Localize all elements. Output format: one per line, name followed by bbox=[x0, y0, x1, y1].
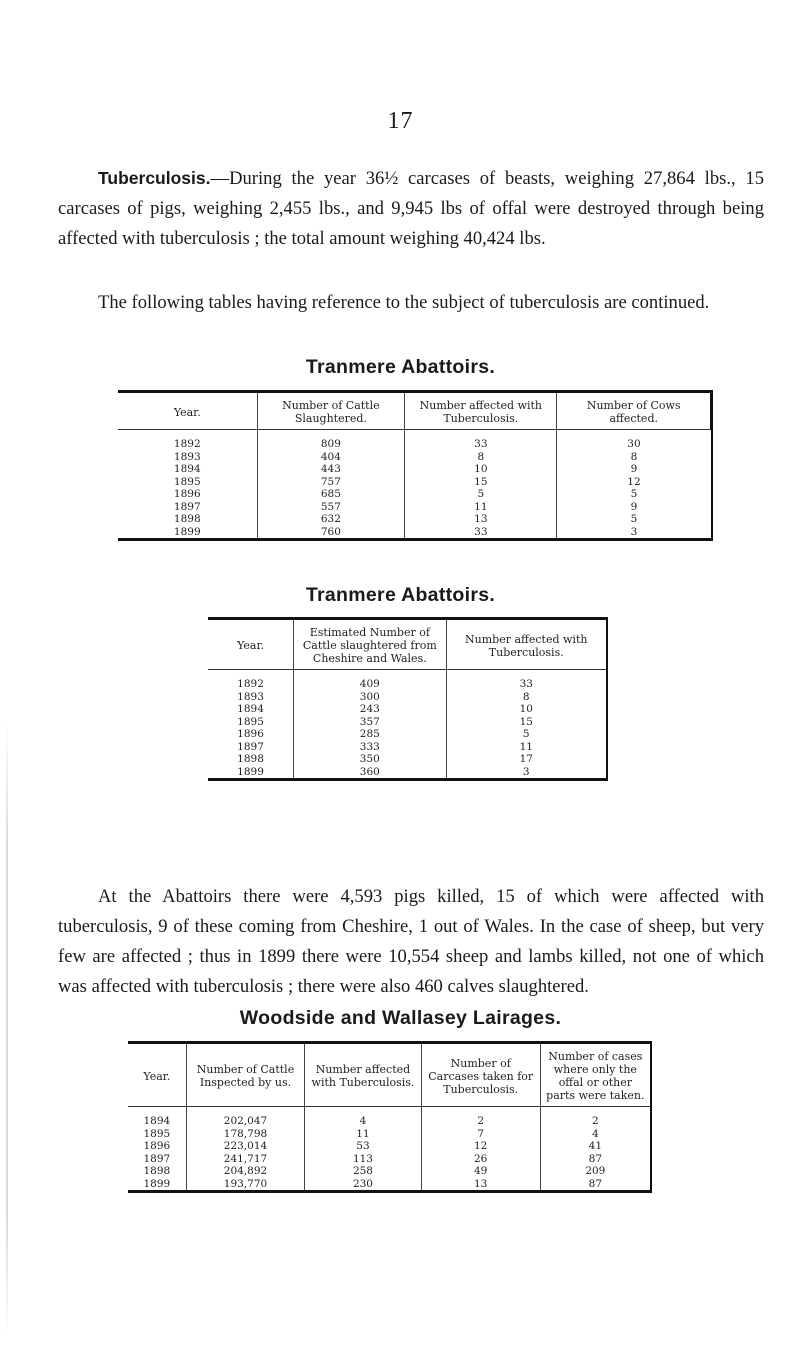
table-cell: 1899 bbox=[128, 1178, 186, 1192]
tranmere-cheshire-wales-table bbox=[208, 617, 608, 781]
table-row bbox=[128, 1140, 651, 1153]
column-header: Year. bbox=[208, 619, 294, 670]
table3-title: Woodside and Wallasey Lairages. bbox=[239, 1007, 562, 1029]
table-cell: 13 bbox=[405, 513, 557, 526]
column-header: Number affected with Tuberculosis. bbox=[405, 392, 557, 430]
paragraph-body: —During the year 36½ carcases of beasts, weighing 27,864 lbs., 15 carcases of pigs, weighing 2,455 lbs., and 9,945 lbs of offal were destroyed through being affected with tuberculosis ; the total amount weighing 40,424 lbs. bbox=[58, 168, 764, 249]
table-cell: 204,892 bbox=[186, 1165, 304, 1178]
table-cell: 300 bbox=[294, 691, 446, 704]
table-cell: 809 bbox=[257, 430, 405, 451]
table-cell: 178,798 bbox=[186, 1128, 304, 1141]
table-cell: 1895 bbox=[237, 715, 264, 728]
column-header: Year. bbox=[118, 392, 257, 430]
table-body bbox=[128, 1107, 651, 1192]
table-row bbox=[118, 513, 712, 526]
table-row bbox=[208, 703, 607, 716]
table-cell: 1894 bbox=[143, 1115, 171, 1127]
table-row bbox=[118, 488, 712, 501]
page-number: 17 bbox=[387, 108, 414, 134]
table-cell: 443 bbox=[257, 463, 405, 476]
table-cell: 10 bbox=[405, 463, 557, 476]
table-cell: 17 bbox=[446, 753, 607, 766]
table-cell: 87 bbox=[540, 1178, 651, 1192]
table-cell: 4 bbox=[540, 1128, 651, 1141]
table-header-row bbox=[128, 1043, 651, 1107]
table-row bbox=[208, 753, 607, 766]
table-cell: 241,717 bbox=[186, 1153, 304, 1166]
table-cell: 33 bbox=[446, 670, 607, 691]
table-cell: 8 bbox=[557, 451, 712, 464]
table-cell: 1896 bbox=[173, 488, 201, 500]
table-cell: 53 bbox=[305, 1140, 422, 1153]
table-cell: 1898 bbox=[173, 513, 201, 525]
table-cell: 9 bbox=[557, 501, 712, 514]
table-cell: 360 bbox=[294, 766, 446, 780]
table-cell: 8 bbox=[446, 691, 607, 704]
table-row bbox=[208, 728, 607, 741]
table-cell: 5 bbox=[557, 513, 712, 526]
column-header: Year. bbox=[128, 1043, 186, 1107]
page-edge-shadow bbox=[6, 720, 8, 1340]
table-cell: 243 bbox=[294, 703, 446, 716]
table-cell: 404 bbox=[257, 451, 405, 464]
table-row bbox=[128, 1107, 651, 1128]
table-cell: 1895 bbox=[143, 1127, 171, 1140]
table-cell: 557 bbox=[257, 501, 405, 514]
table-cell: 26 bbox=[421, 1153, 540, 1166]
table-cell: 409 bbox=[294, 670, 446, 691]
table-cell: 1898 bbox=[143, 1165, 171, 1177]
table-cell: 258 bbox=[305, 1165, 422, 1178]
table-cell: 5 bbox=[446, 728, 607, 741]
table-cell: 1896 bbox=[143, 1140, 171, 1152]
table-cell: 1896 bbox=[237, 728, 264, 740]
table-row bbox=[208, 766, 607, 780]
table-cell: 1892 bbox=[237, 678, 264, 690]
paragraph-body: At the Abattoirs there were 4,593 pigs killed, 15 of which were affected with tuberculosis, 9 of these coming from Cheshire, 1 out of Wales. In the case of sheep, but very few are affected ; thus in 1899 there were 10,554 sheep and lambs killed, not one of which was affected with tuberculosis ; there were also 460 calves slaughtered. bbox=[58, 886, 764, 997]
table-cell: 15 bbox=[446, 716, 607, 729]
table-cell: 1897 bbox=[173, 500, 201, 513]
table-row bbox=[128, 1178, 651, 1192]
table-cell: 193,770 bbox=[186, 1178, 304, 1192]
intro-paragraph bbox=[58, 288, 764, 318]
table-cell: 1899 bbox=[118, 526, 257, 540]
table-cell: 33 bbox=[405, 430, 557, 451]
table-cell: 3 bbox=[557, 526, 712, 540]
table-cell: 11 bbox=[305, 1128, 422, 1141]
table-cell: 2 bbox=[540, 1107, 651, 1128]
table-cell: 209 bbox=[540, 1165, 651, 1178]
table-row bbox=[208, 741, 607, 754]
woodside-wallasey-table bbox=[128, 1041, 652, 1193]
table-cell: 1893 bbox=[173, 450, 201, 463]
table-cell: 285 bbox=[294, 728, 446, 741]
table-cell: 15 bbox=[405, 476, 557, 489]
table-row bbox=[128, 1153, 651, 1166]
table-row bbox=[128, 1128, 651, 1141]
column-header: Number of Carcases taken for Tuberculosis. bbox=[421, 1043, 540, 1107]
table-row bbox=[118, 501, 712, 514]
tuberculosis-paragraph bbox=[58, 163, 764, 254]
table-cell: 7 bbox=[421, 1128, 540, 1141]
table2-title: Tranmere Abattoirs. bbox=[305, 584, 496, 606]
table-cell: 202,047 bbox=[186, 1107, 304, 1128]
table-cell: 41 bbox=[540, 1140, 651, 1153]
table-cell: 2 bbox=[421, 1107, 540, 1128]
table-cell: 113 bbox=[305, 1153, 422, 1166]
table-cell: 5 bbox=[405, 488, 557, 501]
table-cell: 11 bbox=[405, 501, 557, 514]
paragraph-lead: Tuberculosis. bbox=[98, 168, 211, 188]
table-cell: 49 bbox=[421, 1165, 540, 1178]
abattoirs-paragraph bbox=[58, 882, 764, 1002]
table1-title: Tranmere Abattoirs. bbox=[305, 356, 496, 378]
table-row bbox=[118, 451, 712, 464]
table-cell: 1893 bbox=[237, 690, 264, 703]
column-header: Number affected with Tuberculosis. bbox=[446, 619, 607, 670]
table-cell: 87 bbox=[540, 1153, 651, 1166]
table-row bbox=[118, 526, 712, 540]
table-body bbox=[118, 430, 712, 540]
table-header-row bbox=[118, 392, 712, 430]
column-header: Number affected with Tuberculosis. bbox=[305, 1043, 422, 1107]
column-header: Number of Cattle Slaughtered. bbox=[257, 392, 405, 430]
table-cell: 1895 bbox=[173, 475, 201, 488]
table-cell: 1892 bbox=[173, 438, 201, 450]
table-row bbox=[118, 476, 712, 489]
table-cell: 11 bbox=[446, 741, 607, 754]
table-cell: 1894 bbox=[173, 463, 201, 475]
table-cell: 685 bbox=[257, 488, 405, 501]
table-cell: 3 bbox=[446, 766, 607, 780]
table-cell: 1899 bbox=[208, 766, 294, 780]
table-cell: 9 bbox=[557, 463, 712, 476]
table-cell: 333 bbox=[294, 741, 446, 754]
table-cell: 350 bbox=[294, 753, 446, 766]
table-cell: 5 bbox=[557, 488, 712, 501]
table-cell: 223,014 bbox=[186, 1140, 304, 1153]
table-cell: 33 bbox=[405, 526, 557, 540]
table-cell: 760 bbox=[257, 526, 405, 540]
table-header-row bbox=[208, 619, 607, 670]
table-cell: 8 bbox=[405, 451, 557, 464]
table-cell: 230 bbox=[305, 1178, 422, 1192]
table-row bbox=[208, 670, 607, 691]
column-header: Estimated Number of Cattle slaughtered from Cheshire and Wales. bbox=[294, 619, 446, 670]
table-row bbox=[118, 430, 712, 451]
table-cell: 632 bbox=[257, 513, 405, 526]
table-cell: 1898 bbox=[237, 753, 264, 765]
table-cell: 1897 bbox=[143, 1152, 171, 1165]
table-cell: 1897 bbox=[237, 740, 264, 753]
table-cell: 10 bbox=[446, 703, 607, 716]
column-header: Number of Cattle Inspected by us. bbox=[186, 1043, 304, 1107]
table-cell: 12 bbox=[421, 1140, 540, 1153]
table-cell: 13 bbox=[421, 1178, 540, 1192]
table-row bbox=[208, 716, 607, 729]
column-header: Number of cases where only the offal or other parts were taken. bbox=[540, 1043, 651, 1107]
table-row bbox=[128, 1165, 651, 1178]
table-body bbox=[208, 670, 607, 780]
table-cell: 757 bbox=[257, 476, 405, 489]
table-cell: 30 bbox=[557, 430, 712, 451]
table-cell: 12 bbox=[557, 476, 712, 489]
table-cell: 1894 bbox=[237, 703, 264, 715]
paragraph-body: The following tables having reference to the subject of tuberculosis are continued. bbox=[98, 292, 710, 313]
table-row bbox=[118, 463, 712, 476]
table-cell: 4 bbox=[305, 1107, 422, 1128]
table-cell: 357 bbox=[294, 716, 446, 729]
tranmere-cattle-table bbox=[118, 390, 713, 541]
column-header: Number of Cows affected. bbox=[557, 392, 712, 430]
table-row bbox=[208, 691, 607, 704]
